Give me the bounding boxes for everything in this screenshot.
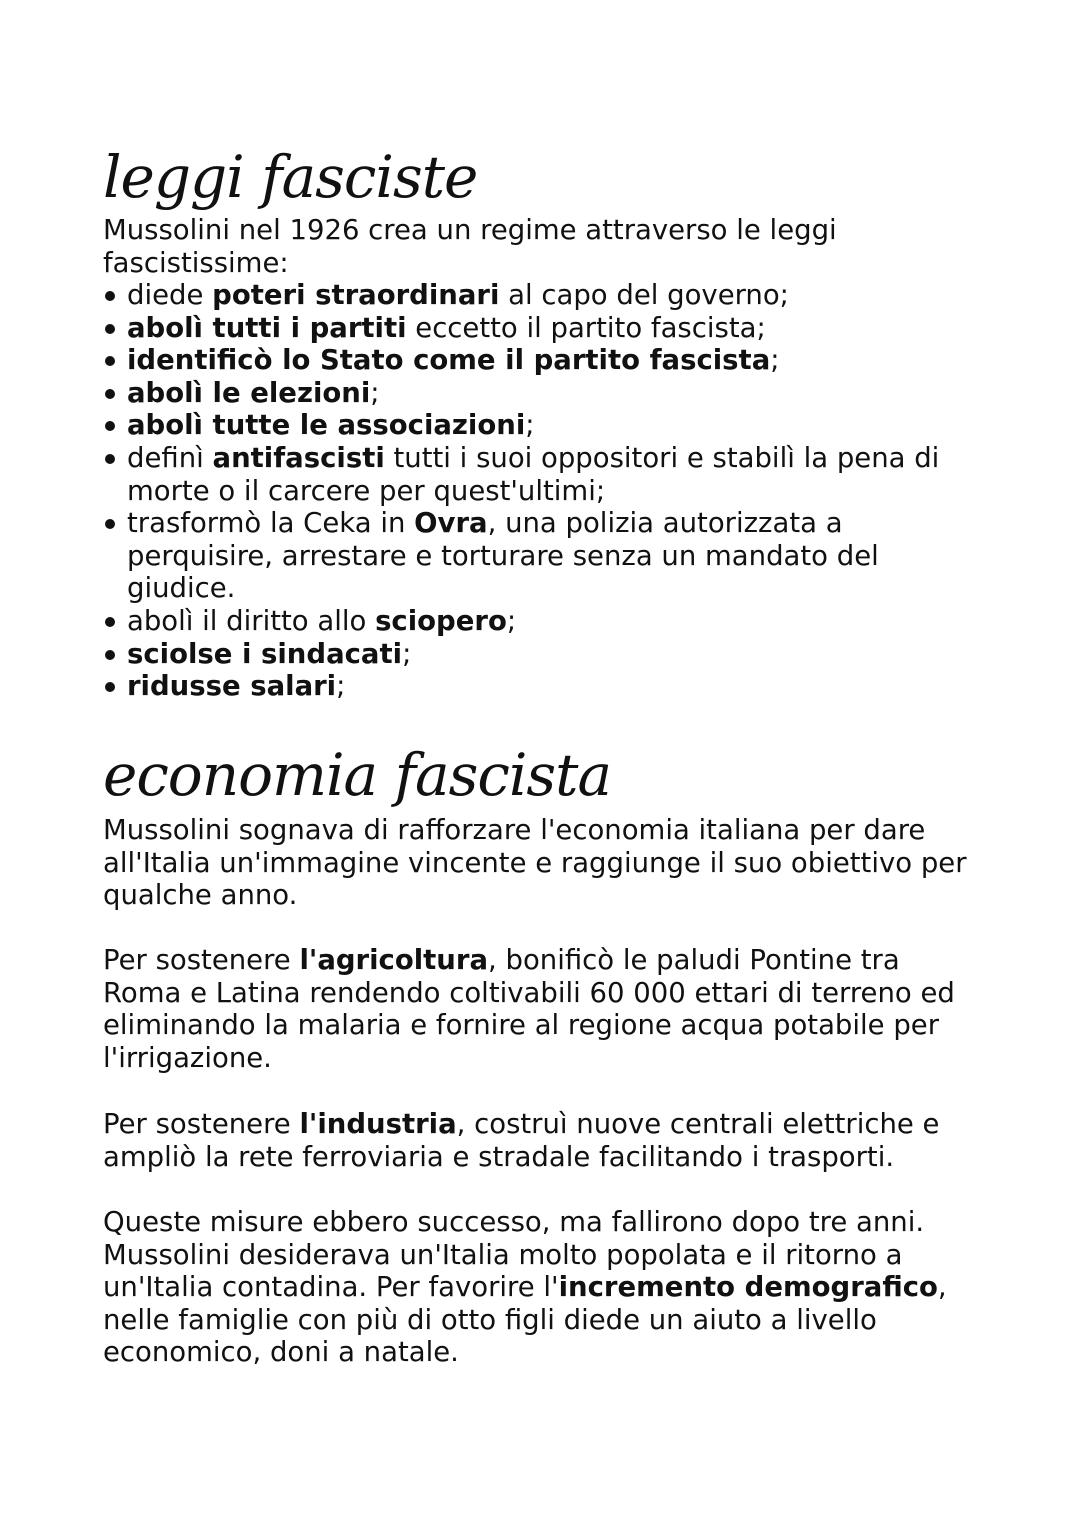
bold-text: identificò lo Stato come il partito fascista <box>127 344 771 377</box>
text-run: tutti i suoi oppositori e stabilì la pena di morte o il carcere per quest'ultimi; <box>127 441 940 507</box>
list-item <box>103 605 983 638</box>
item-text <box>127 442 939 507</box>
bullet-icon <box>105 421 115 431</box>
bullet-icon <box>105 682 115 692</box>
text-run: al capo del governo; <box>499 279 789 311</box>
text-run: ; <box>370 376 380 409</box>
text-run: , costruì nuove centrali elettriche e ampliò la rete ferroviaria e stradale facilitando i trasporti. <box>103 1108 940 1173</box>
bullet-icon <box>105 650 115 660</box>
text-run: , una polizia autorizzata a perquisire, arrestare e torturare senza un mandato del giudice. <box>127 507 879 605</box>
bold-text: abolì le elezioni <box>127 376 371 409</box>
section-title-leggi-fasciste: leggi fasciste <box>103 143 478 211</box>
item-text <box>127 605 516 637</box>
bullet-icon <box>105 519 115 529</box>
paragraph-industria <box>103 1108 983 1173</box>
text-run: diede <box>127 279 213 311</box>
laws-list <box>103 279 983 703</box>
text-run: ; <box>506 604 517 637</box>
bold-text: poteri straordinari <box>212 279 500 311</box>
bullet-icon <box>105 291 115 301</box>
list-item <box>103 442 983 507</box>
text-run: ; <box>336 670 346 703</box>
list-item <box>103 409 983 442</box>
bold-text: l'agricoltura <box>299 944 489 976</box>
text-run: ; <box>525 409 535 442</box>
bold-text: incremento demografico <box>558 1271 938 1304</box>
bullet-icon <box>105 389 115 399</box>
text-run: , nelle famiglie con più di otto figli diede un aiuto a livello economico, doni a natale. <box>103 1271 947 1369</box>
text-run: Queste misure ebbero successo, ma fallirono dopo tre anni. Mussolini desiderava un'Italia molto popolata e il ritorno a un'Italia contadina. Per favorire l' <box>103 1206 925 1304</box>
section-title-economia-fascista: economia fascista <box>103 741 612 809</box>
text-run: ; <box>770 344 780 377</box>
text-run: trasformò la Ceka in <box>127 507 415 540</box>
item-text <box>127 344 780 376</box>
text-run: Mussolini sognava di rafforzare l'economia italiana per dare all'Italia un'immagine vincente e raggiunge il suo obiettivo per qualche anno. <box>103 814 967 912</box>
list-item <box>103 344 983 377</box>
bold-text: sciopero <box>375 604 507 637</box>
bold-text: sciolse i sindacati <box>127 637 403 670</box>
list-item <box>103 638 983 671</box>
list-item <box>103 279 983 312</box>
paragraph-demografia <box>103 1206 983 1369</box>
paragraph-agricoltura <box>103 944 983 1074</box>
bullet-icon <box>105 617 115 627</box>
paragraph-economy-intro <box>103 814 983 912</box>
bullet-icon <box>105 454 115 464</box>
item-text <box>127 377 380 409</box>
text-run: definì <box>127 441 213 474</box>
bold-text: ridusse salari <box>127 670 337 703</box>
text-run: abolì il diritto allo <box>127 604 376 637</box>
list-item <box>103 507 983 605</box>
list-item <box>103 312 983 345</box>
text-run: ; <box>402 637 412 670</box>
list-item <box>103 670 983 703</box>
text-run: eccetto il partito fascista; <box>406 311 766 344</box>
bold-text: Ovra <box>414 507 488 540</box>
item-text <box>127 507 879 604</box>
intro-paragraph: Mussolini nel 1926 crea un regime attraverso le leggi fascistissime: <box>103 214 837 279</box>
item-text <box>127 670 345 702</box>
bold-text: l'industria <box>299 1108 457 1140</box>
list-item <box>103 377 983 410</box>
bold-text: antifascisti <box>212 441 385 474</box>
bullet-icon <box>105 356 115 366</box>
text-run: , bonificò le paludi Pontine tra Roma e Latina rendendo coltivabili 60 000 ettari di terreno ed eliminando la malaria e fornire al regione acqua potabile per l'irrigazione. <box>103 944 955 1074</box>
item-text <box>127 279 789 311</box>
text-run: Per sostenere <box>103 1108 300 1140</box>
item-text <box>127 409 535 441</box>
item-text <box>127 312 766 344</box>
bold-text: abolì tutti i partiti <box>127 311 407 344</box>
text-run: Per sostenere <box>103 944 300 976</box>
item-text <box>127 638 411 670</box>
bold-text: abolì tutte le associazioni <box>127 409 526 442</box>
bullet-icon <box>105 324 115 334</box>
